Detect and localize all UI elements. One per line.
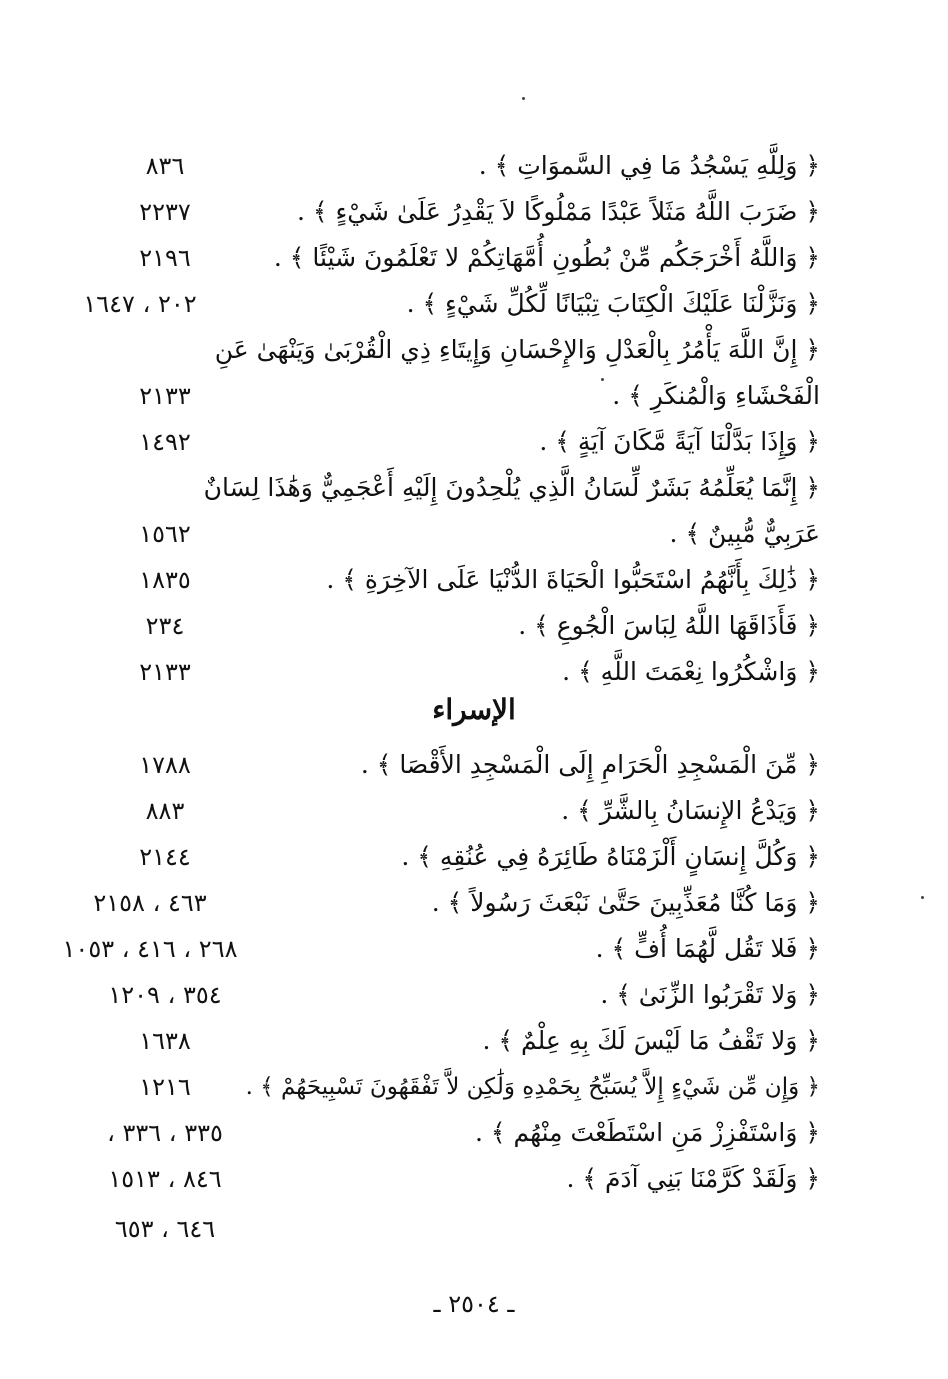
verse-row (0, 465, 948, 511)
verse-row (0, 1156, 948, 1202)
verse-text: ﴿ وَنَزَّلْنَا عَلَيْكَ الْكِتَابَ تِبْيَانًا لِّكُلِّ شَيْءٍ ﴾ . (406, 289, 820, 318)
section-title: الإسراء (432, 693, 516, 726)
verse-reference: ٤٦٣ ، ٢١٥٨ (93, 889, 207, 917)
scan-speck (522, 97, 525, 100)
verse-reference: ٢١٣٣ (139, 382, 191, 410)
verse-text: الْفَحْشَاءِ وَالْمُنكَرِ ﴾ . (612, 381, 820, 410)
verse-text: ﴿ وَإِذَا بَدَّلْنَا آيَةً مَّكَانَ آيَةٍ ﴾ . (539, 427, 820, 456)
verse-reference: ١٥٦٢ (139, 520, 191, 548)
verse-reference: ٦٤٦ ، ٦٥٣ (114, 1215, 216, 1243)
verse-reference: ٢٦٨ ، ٤١٦ ، ١٠٥٣ (62, 935, 238, 963)
verse-reference: ٣٣٥ ، ٣٣٦ ، (107, 1119, 223, 1147)
verse-text: ﴿ فَأَذَاقَهَا اللَّهُ لِبَاسَ الْجُوعِ ﴾ . (518, 611, 820, 640)
verse-text: ﴿ فَلا تَقُل لَّهُمَا أُفٍّ ﴾ . (595, 934, 820, 963)
verse-text: ﴿ إِنَّ اللَّهَ يَأْمُرُ بِالْعَدْلِ وَالإِحْسَانِ وَإِيتَاءِ ذِي الْقُرْبَىٰ وَيَنْهَىٰ عَنِ (214, 335, 820, 364)
verse-text: ﴿ وَلا تَقْرَبُوا الزِّنَىٰ ﴾ . (600, 980, 820, 1009)
verse-row (0, 327, 948, 373)
verse-row (0, 143, 948, 189)
verse-row (0, 788, 948, 834)
verse-text: ﴿ مِّنَ الْمَسْجِدِ الْحَرَامِ إِلَى الْمَسْجِدِ الأَقْصَا ﴾ . (360, 750, 820, 779)
scan-speck (601, 378, 604, 381)
verse-reference: ٨٤٦ ، ١٥١٣ (108, 1165, 222, 1193)
verse-row (0, 926, 948, 972)
verse-row (0, 972, 948, 1018)
verse-text: ﴿ وَكُلَّ إِنسَانٍ أَلْزَمْنَاهُ طَائِرَهُ فِي عُنُقِهِ ﴾ . (401, 842, 820, 871)
verse-reference: ٢٣٤ (145, 612, 185, 640)
verse-reference: ٢١٩٦ (139, 244, 191, 272)
verse-reference: ١٧٨٨ (139, 751, 191, 779)
verse-text: ﴿ وَاللَّهُ أَخْرَجَكُم مِّنْ بُطُونِ أُمَّهَاتِكُمْ لا تَعْلَمُونَ شَيْئًا ﴾ . (273, 243, 820, 272)
verse-row (0, 880, 948, 926)
verse-row (0, 557, 948, 603)
verse-reference: ١٤٩٢ (139, 428, 191, 456)
verse-row (0, 1018, 948, 1064)
verse-row (0, 419, 948, 465)
verse-reference: ٢١٤٤ (139, 843, 191, 871)
verse-row (0, 189, 948, 235)
verse-reference: ٢٠٢ ، ١٦٤٧ (83, 290, 197, 318)
verse-reference: ٨٨٣ (145, 797, 185, 825)
verse-text: ﴿ وَإِن مِّن شَيْءٍ إِلاَّ يُسَبِّحُ بِحَمْدِهِ وَلَٰكِن لاَّ تَفْقَهُونَ تَسْبِيحَهُمْ ﴾ . (245, 1074, 820, 1100)
verse-row (0, 834, 948, 880)
page-number: ـ ٢٥٠٤ ـ (433, 1290, 515, 1318)
verse-reference: ١٦٣٨ (139, 1027, 191, 1055)
verse-reference: ٢٢٣٧ (139, 198, 191, 226)
verse-row (0, 511, 948, 557)
verse-text: ﴿ وَمَا كُنَّا مُعَذِّبِينَ حَتَّىٰ نَبْعَثَ رَسُولاً ﴾ . (431, 888, 820, 917)
verse-reference: ٢١٣٣ (139, 658, 191, 686)
verse-text: ﴿ وَاسْتَفْزِزْ مَنِ اسْتَطَعْتَ مِنْهُم ﴾ . (474, 1118, 820, 1147)
verse-text: ﴿ وَاشْكُرُوا نِعْمَتَ اللَّهِ ﴾ . (562, 657, 820, 686)
verse-reference: ٨٣٦ (145, 152, 185, 180)
verse-row (0, 1206, 948, 1252)
verse-row (0, 742, 948, 788)
verse-row (0, 1110, 948, 1156)
verse-reference: ١٨٣٥ (139, 566, 191, 594)
verse-row (0, 373, 948, 419)
verse-row (0, 281, 948, 327)
verse-row (0, 1064, 948, 1110)
verse-text: عَرَبِيٌّ مُّبِينٌ ﴾ . (669, 519, 820, 548)
verse-text: ﴿ ضَرَبَ اللَّهُ مَثَلاً عَبْدًا مَمْلُوكًا لاَ يَقْدِرُ عَلَىٰ شَيْءٍ ﴾ . (296, 197, 820, 226)
scan-speck (921, 896, 924, 899)
verse-row (0, 603, 948, 649)
verse-row (0, 649, 948, 695)
verse-reference: ١٢١٦ (139, 1073, 191, 1101)
verse-text: ﴿ وَيَدْعُ الإِنسَانُ بِالشَّرِّ ﴾ . (561, 796, 820, 825)
verse-text: ﴿ ذَٰلِكَ بِأَنَّهُمُ اسْتَحَبُّوا الْحَيَاةَ الدُّنْيَا عَلَى الآخِرَةِ ﴾ . (326, 565, 820, 594)
verse-text: ﴿ وَلَقَدْ كَرَّمْنَا بَنِي آدَمَ ﴾ . (566, 1164, 820, 1193)
verse-row (0, 235, 948, 281)
verse-text: ﴿ وَلا تَقْفُ مَا لَيْسَ لَكَ بِهِ عِلْمٌ ﴾ . (482, 1026, 820, 1055)
verse-text: ﴿ وَلِلَّهِ يَسْجُدُ مَا فِي السَّموَاتِ ﴾ . (478, 151, 820, 180)
verse-reference: ٣٥٤ ، ١٢٠٩ (108, 981, 222, 1009)
verse-text: ﴿ إِنَّمَا يُعَلِّمُهُ بَشَرٌ لِّسَانُ الَّذِي يُلْحِدُونَ إِلَيْهِ أَعْجَمِيٌّ وَهَٰذَا لِسَانٌ (203, 473, 820, 502)
